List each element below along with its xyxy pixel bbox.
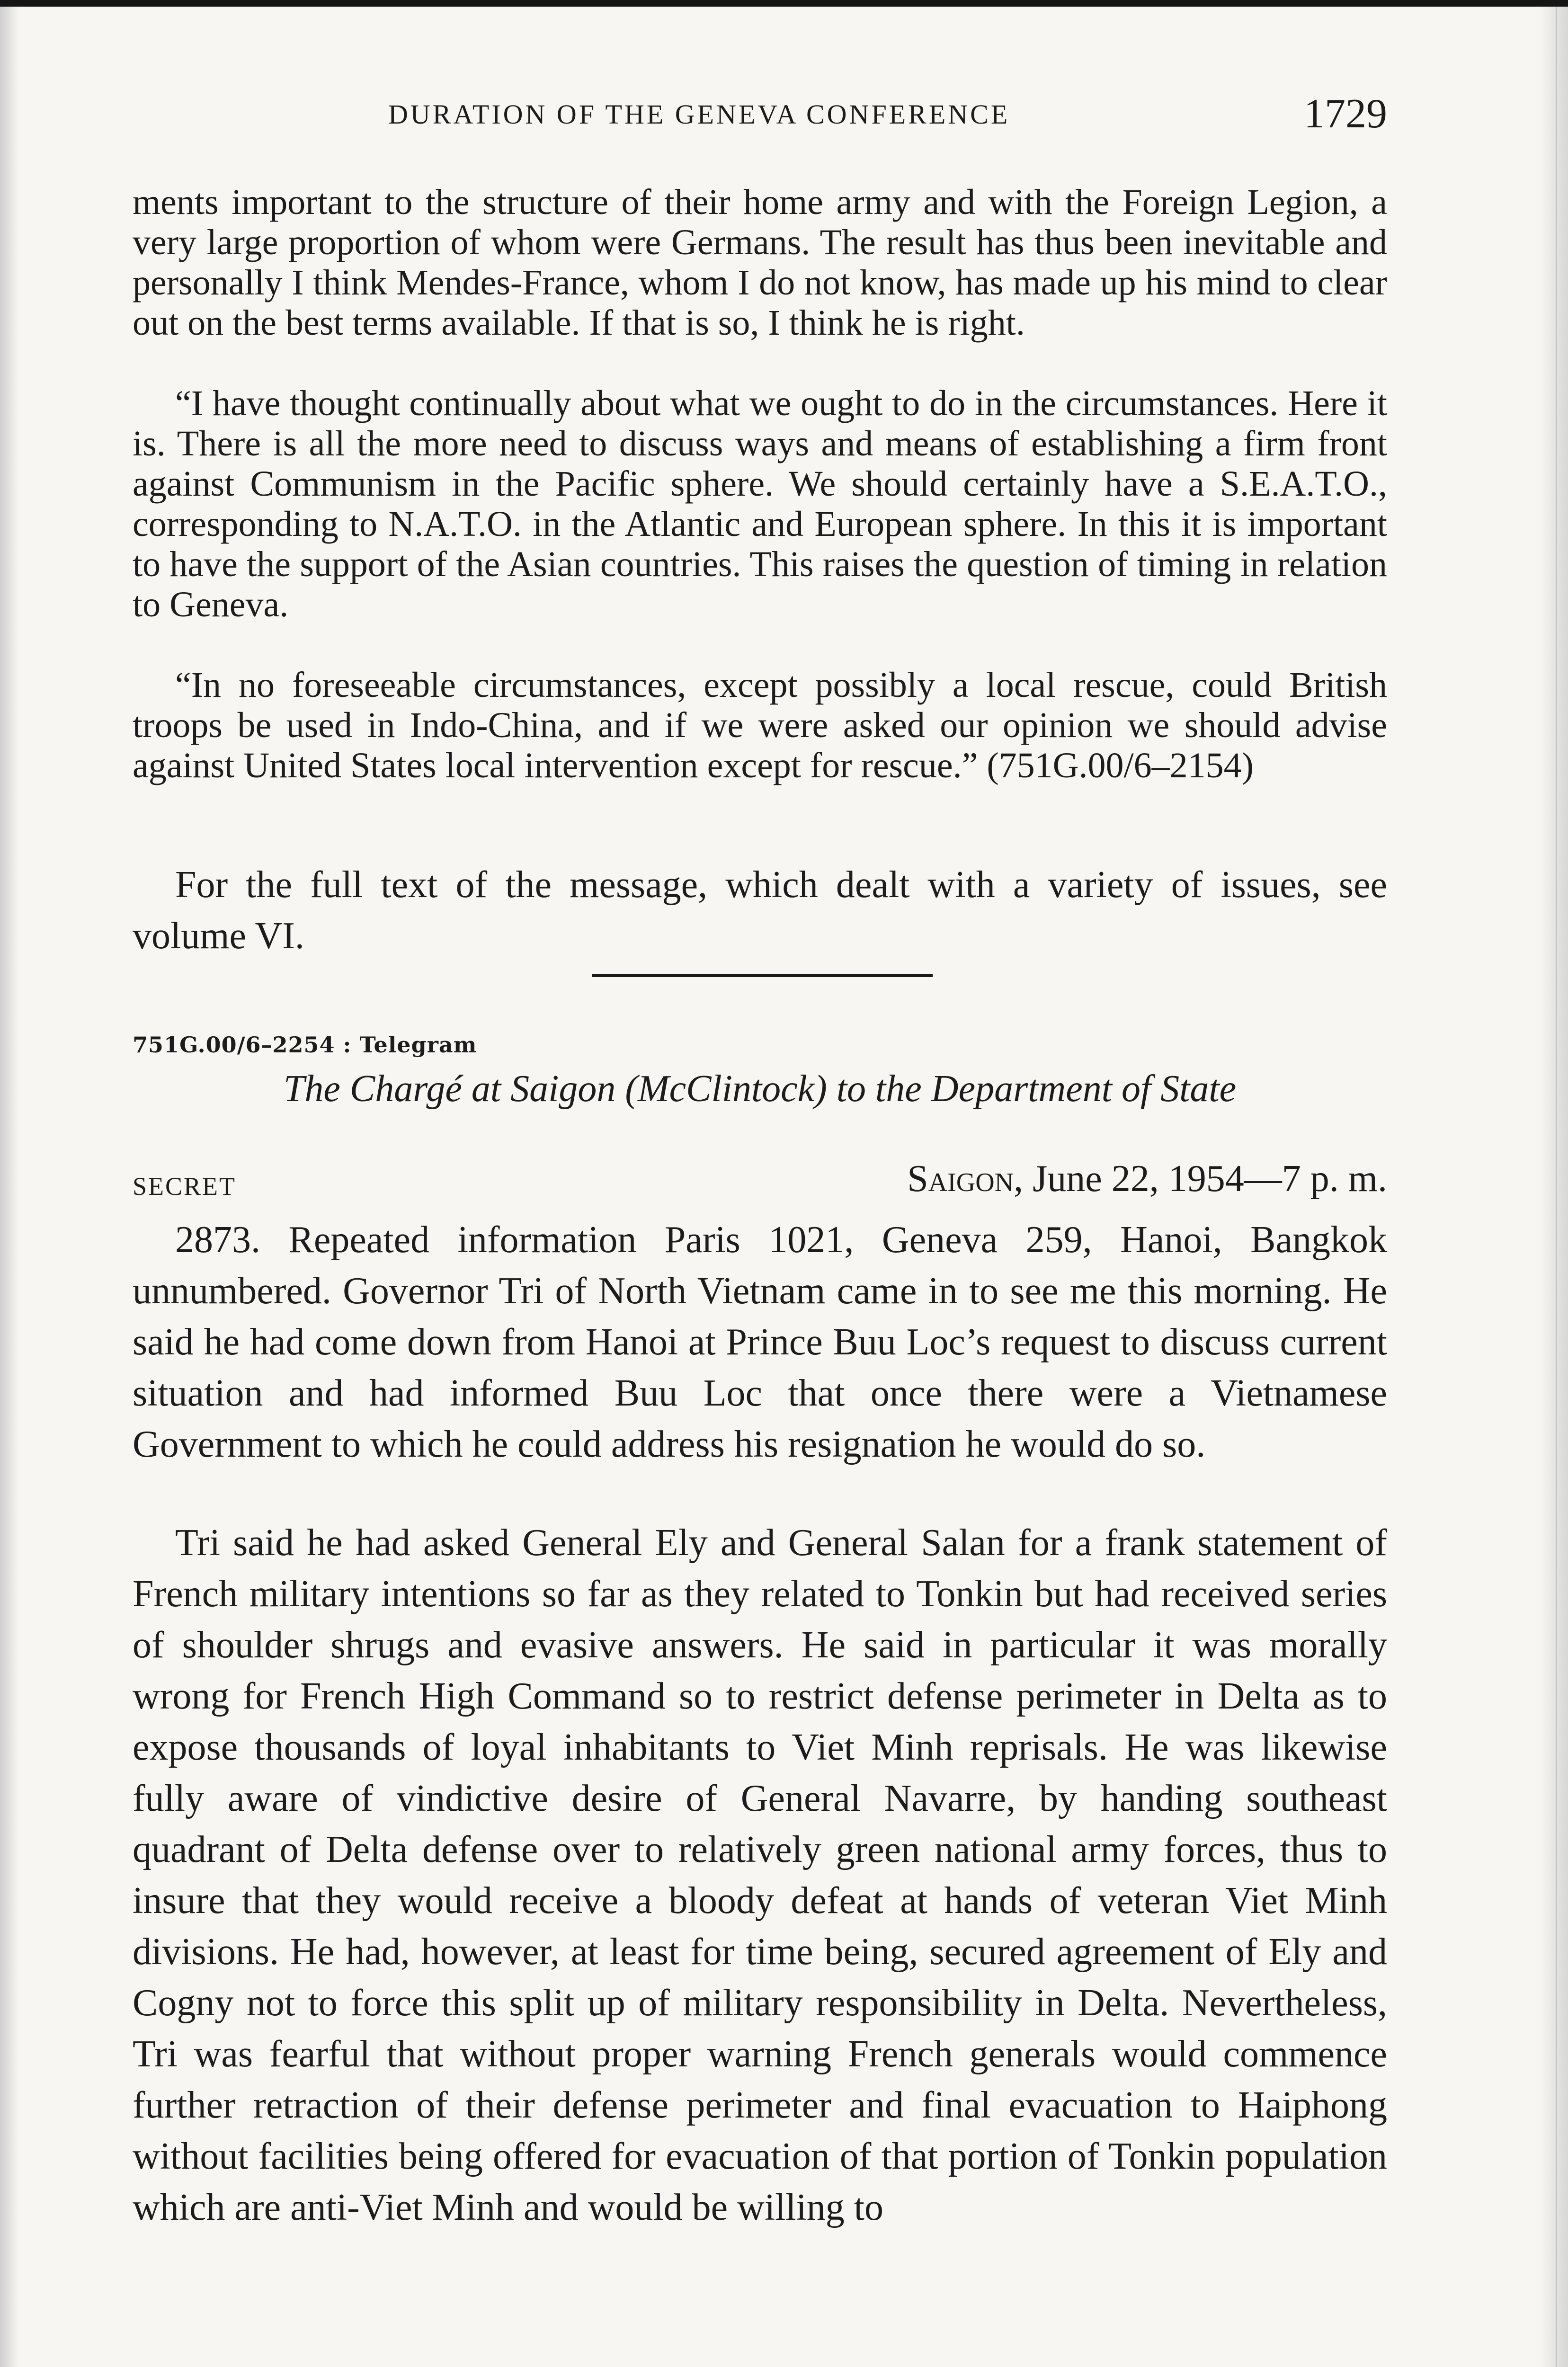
body-paragraph: 2873. Repeated information Paris 1021, Geneva 259, Hanoi, Bangkok unnumbered. Governor Tri of North Vietnam came in to see me this morning. He said he had come down from Hanoi at Prince Buu Loc’s request to discuss current situation and had informed Buu Loc that once there were a Vietnamese Government to which he could address his resignation he would do so.: [133, 1219, 1387, 1465]
scan-left-shadow: [0, 7, 19, 2367]
dateline: [907, 1157, 1387, 1201]
dateline-date: June 22, 1954—7 p. m.: [1033, 1158, 1387, 1200]
classification: SECRET: [133, 1172, 237, 1201]
page-edge-line: [1556, 7, 1557, 2367]
document-meta: [133, 1157, 1387, 1210]
document-reference: 751G.00/6–2254 : Telegram: [133, 1032, 477, 1058]
running-title: DURATION OF THE GENEVA CONFERENCE: [388, 99, 1010, 130]
dateline-place: Saigon,: [907, 1158, 1024, 1200]
section-divider: [592, 974, 933, 977]
quote-paragraph-continued: ments important to the structure of their home army and with the Foreign Legion, a very large proportion of whom were Germans. The result has thus been inevitable and personally I think Mendes-France, whom I do not know, has made up his mind to clear out on the best terms available. If that is so, I think he is right.: [133, 182, 1387, 343]
quote-paragraph: “I have thought continually about what we ought to do in the circumstances. Here it is. There is all the more need to discuss ways and means of establishing a firm front against Communism in the Pacific sphere. We should certainly have a S.E.A.T.O., corresponding to N.A.T.O. in the Atlantic and European sphere. In this it is important to have the support of the Asian countries. This raises the question of timing in relation to Geneva.: [133, 383, 1387, 624]
scan-top-border: [0, 0, 1568, 7]
body-paragraph: Tri said he had asked General Ely and General Salan for a frank statement of French military intentions so far as they related to Tonkin but had received series of shoulder shrugs and evasive answers. He said in particular it was morally wrong for French High Command so to restrict defense perimeter in Delta as to expose thousands of loyal inhabitants to Viet Minh reprisals. He was likewise fully aware of vindictive desire of General Navarre, by handing southeast quadrant of Delta defense over to relatively green national army forces, thus to insure that they would receive a bloody defeat at hands of veteran Viet Minh divisions. He had, however, at least for time being, secured agreement of Ely and Cogny not to force this split up of military responsibility in Delta. Nevertheless, Tri was fearful that without proper warning French generals would commence further retraction of their defense perimeter and final evacuation to Haiphong without facilities being offered for evacuation of that portion of Tonkin population which are anti-Viet Minh and would be willing to: [133, 1522, 1387, 2228]
document-heading: The Chargé at Saigon (McClintock) to the Department of State: [283, 1068, 1237, 1110]
editorial-note: For the full text of the message, which dealt with a variety of issues, see volume VI.: [133, 864, 1387, 957]
running-head: [133, 90, 1387, 147]
scan-right-shadow: [1540, 7, 1568, 2367]
quote-paragraph: “In no foreseeable circumstances, except possibly a local rescue, could British troops be used in Indo-China, and if we were asked our opinion we should advise against United States local intervention except for rescue.” (751G.00/6–2154): [133, 665, 1387, 785]
page-number: 1729: [1304, 91, 1387, 137]
